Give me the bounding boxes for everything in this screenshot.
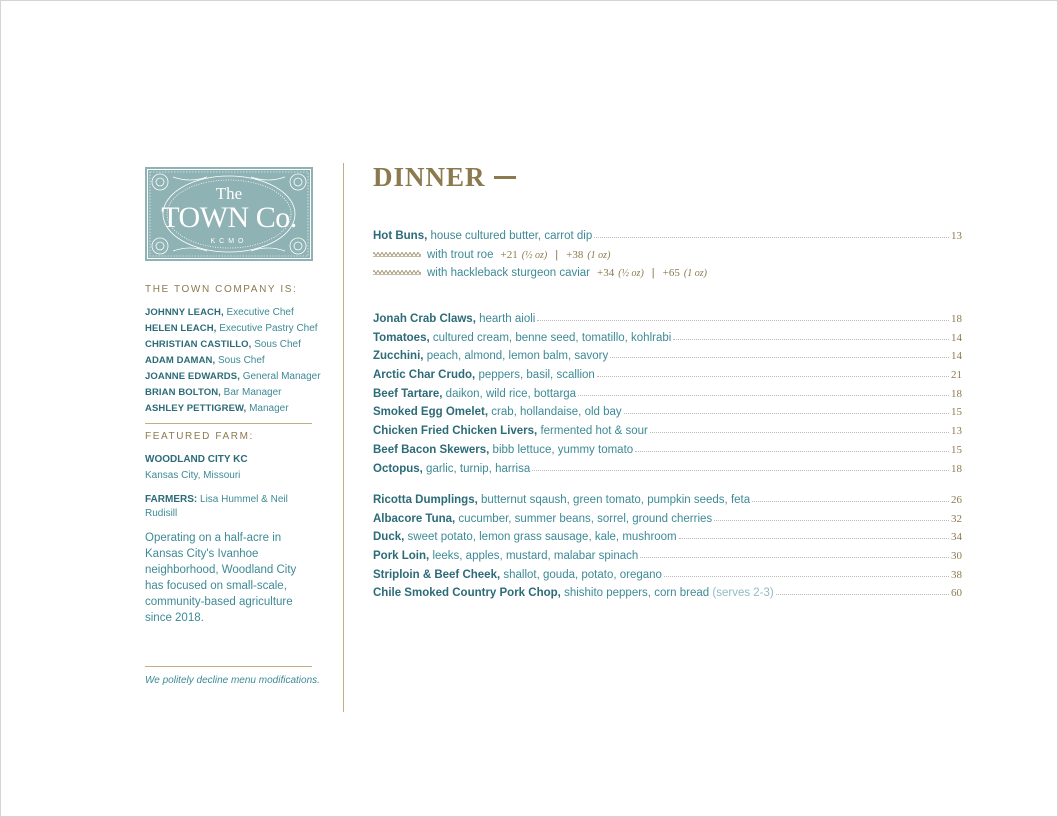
item-price: 21 <box>951 369 962 382</box>
item-description: leeks, apples, mustard, malabar spinach <box>432 550 639 563</box>
item-note: (serves 2-3) <box>712 587 774 600</box>
menu-group-1 <box>373 313 962 481</box>
addon-quantity: (½ oz) <box>521 249 548 261</box>
item-price: 18 <box>951 462 962 475</box>
decline-note: We politely decline menu modifications. <box>145 675 320 686</box>
item-price: 14 <box>951 350 962 363</box>
staff-role: Executive Chef <box>226 307 294 318</box>
farm-description: Operating on a half-acre in Kansas City's Ivanhoe neighborhood, Woodland City has focused on small-scale, community-based agriculture since 2018. <box>145 532 297 624</box>
menu-group-2 <box>373 494 962 606</box>
dotted-leader <box>610 357 949 358</box>
item-name: Striploin & Beef Cheek, <box>373 568 501 581</box>
item-name: Hot Buns, <box>373 230 428 242</box>
item-name: Albacore Tuna, <box>373 512 456 525</box>
dotted-leader <box>664 576 949 577</box>
item-price: 15 <box>951 443 962 456</box>
item-description: shishito peppers, corn bread <box>564 587 710 600</box>
item-description: daikon, wild rice, bottarga <box>445 387 577 400</box>
staff-role: Sous Chef <box>218 355 265 366</box>
dotted-leader <box>537 320 949 321</box>
dotted-leader <box>752 501 949 502</box>
dotted-leader <box>650 432 949 433</box>
staff-name: ASHLEY PETTIGREW, <box>145 403 247 414</box>
farm-heading: FEATURED FARM: <box>145 431 254 442</box>
item-price: 34 <box>951 531 962 544</box>
item-name: Chile Smoked Country Pork Chop, <box>373 587 561 600</box>
item-price: 13 <box>951 425 962 438</box>
menu-item <box>373 463 962 482</box>
staff-name: BRIAN BOLTON, <box>145 387 221 398</box>
item-name: Arctic Char Crudo, <box>373 369 476 382</box>
item-name: Chicken Fried Chicken Livers, <box>373 425 538 438</box>
menu-item <box>373 369 962 388</box>
item-description: sweet potato, lemon grass sausage, kale, mushroom <box>407 531 677 544</box>
dotted-leader <box>673 339 949 340</box>
addon-quantity: (1 oz) <box>587 249 611 261</box>
title-dash <box>494 176 516 179</box>
column-divider <box>343 163 344 712</box>
item-description: peppers, basil, scallion <box>478 369 595 382</box>
item-name: Pork Loin, <box>373 550 430 563</box>
addon-label: with hackleback sturgeon caviar <box>427 267 590 280</box>
dotted-leader <box>597 376 949 377</box>
staff-list <box>145 305 320 417</box>
item-name: Beef Bacon Skewers, <box>373 443 490 456</box>
farm-location: Kansas City, Missouri <box>145 470 241 481</box>
menu-title-text: DINNER <box>373 162 486 192</box>
staff-row <box>145 305 320 321</box>
divider <box>145 666 312 667</box>
addon-separator: | <box>555 248 559 261</box>
dotted-leader <box>594 237 949 238</box>
staff-role: Manager <box>249 403 289 414</box>
staff-row <box>145 337 320 353</box>
menu-item <box>373 444 962 463</box>
staff-name: JOHNNY LEACH, <box>145 307 224 318</box>
dotted-leader <box>640 557 949 558</box>
farmers-names: Lisa Hummel & Neil Rudisill <box>145 494 288 519</box>
menu-item <box>373 350 962 369</box>
menu-item <box>373 230 962 249</box>
addon-price: +38 <box>566 248 584 261</box>
menu-item <box>373 587 962 606</box>
farmers <box>145 493 320 521</box>
farmers-label: FARMERS: <box>145 494 198 505</box>
staff-row <box>145 369 320 385</box>
logo-line2: TOWN Co. <box>161 201 297 234</box>
addon-label: with trout roe <box>427 248 494 261</box>
item-description: shallot, gouda, potato, oregano <box>503 568 662 581</box>
staff-row <box>145 401 320 417</box>
staff-row <box>145 385 320 401</box>
menu-item <box>373 406 962 425</box>
staff-name: ADAM DAMAN, <box>145 355 216 366</box>
addon-price: +65 <box>662 267 680 280</box>
wave-icon <box>373 250 421 258</box>
item-description: bibb lettuce, yummy tomato <box>492 443 634 456</box>
logo-line3: KCMO <box>210 238 248 245</box>
item-price: 30 <box>951 550 962 563</box>
addon-row <box>373 267 962 286</box>
item-price: 18 <box>951 387 962 400</box>
staff-role: Sous Chef <box>254 339 301 350</box>
dotted-leader <box>714 520 949 521</box>
dotted-leader <box>532 470 949 471</box>
addon-separator: | <box>651 267 655 280</box>
menu-item <box>373 513 962 532</box>
staff-name: JOANNE EDWARDS, <box>145 371 240 382</box>
menu-item <box>373 494 962 513</box>
staff-row <box>145 353 320 369</box>
addon-quantity: (½ oz) <box>618 268 644 280</box>
item-price: 26 <box>951 494 962 506</box>
item-name: Ricotta Dumplings, <box>373 494 478 506</box>
menu-title <box>373 162 516 193</box>
wave-icon <box>373 268 421 276</box>
staff-row <box>145 321 320 337</box>
item-price: 18 <box>951 313 962 325</box>
item-name: Smoked Egg Omelet, <box>373 406 489 419</box>
item-name: Octopus, <box>373 462 423 475</box>
town-co-logo <box>145 167 313 261</box>
item-price: 15 <box>951 406 962 419</box>
left-column <box>145 167 320 686</box>
item-price: 38 <box>951 568 962 581</box>
item-description: house cultured butter, carrot dip <box>430 230 593 242</box>
staff-role: Executive Pastry Chef <box>219 323 318 334</box>
addon-quantity: (1 oz) <box>683 268 707 280</box>
item-name: Beef Tartare, <box>373 387 443 400</box>
addon-row <box>373 249 962 268</box>
menu-item <box>373 388 962 407</box>
dotted-leader <box>679 538 949 539</box>
item-name: Duck, <box>373 531 405 544</box>
menu-item <box>373 313 962 332</box>
staff-role: General Manager <box>242 371 321 382</box>
menu-item <box>373 531 962 550</box>
addon-price: +21 <box>500 248 518 261</box>
farm-name: WOODLAND CITY KC <box>145 454 248 465</box>
dotted-leader <box>578 395 949 396</box>
menu-item <box>373 332 962 351</box>
first-block <box>373 230 962 286</box>
item-description: crab, hollandaise, old bay <box>491 406 622 419</box>
item-name: Zucchini, <box>373 350 424 363</box>
item-description: cucumber, summer beans, sorrel, ground cherries <box>458 512 713 525</box>
logo-line1: The <box>215 184 243 203</box>
menu-item <box>373 425 962 444</box>
item-price: 60 <box>951 587 962 600</box>
staff-name: CHRISTIAN CASTILLO, <box>145 339 252 350</box>
item-name: Jonah Crab Claws, <box>373 313 476 325</box>
menu-item <box>373 569 962 588</box>
dotted-leader <box>624 413 949 414</box>
item-description: butternut sqaush, green tomato, pumpkin seeds, feta <box>480 494 751 506</box>
staff-heading: THE TOWN COMPANY IS: <box>145 284 298 295</box>
item-price: 13 <box>951 230 962 242</box>
item-description: peach, almond, lemon balm, savory <box>426 350 609 363</box>
item-description: garlic, turnip, harrisa <box>426 462 531 475</box>
item-description: hearth aioli <box>479 313 536 325</box>
staff-role: Bar Manager <box>223 387 282 398</box>
item-description: fermented hot & sour <box>540 425 648 438</box>
divider <box>145 423 312 424</box>
item-price: 32 <box>951 512 962 525</box>
menu-item <box>373 550 962 569</box>
dotted-leader <box>635 451 949 452</box>
addon-price: +34 <box>597 267 615 280</box>
dotted-leader <box>776 594 949 595</box>
item-description: cultured cream, benne seed, tomatillo, kohlrabi <box>432 331 672 344</box>
item-name: Tomatoes, <box>373 331 430 344</box>
item-price: 14 <box>951 331 962 344</box>
staff-name: HELEN LEACH, <box>145 323 217 334</box>
